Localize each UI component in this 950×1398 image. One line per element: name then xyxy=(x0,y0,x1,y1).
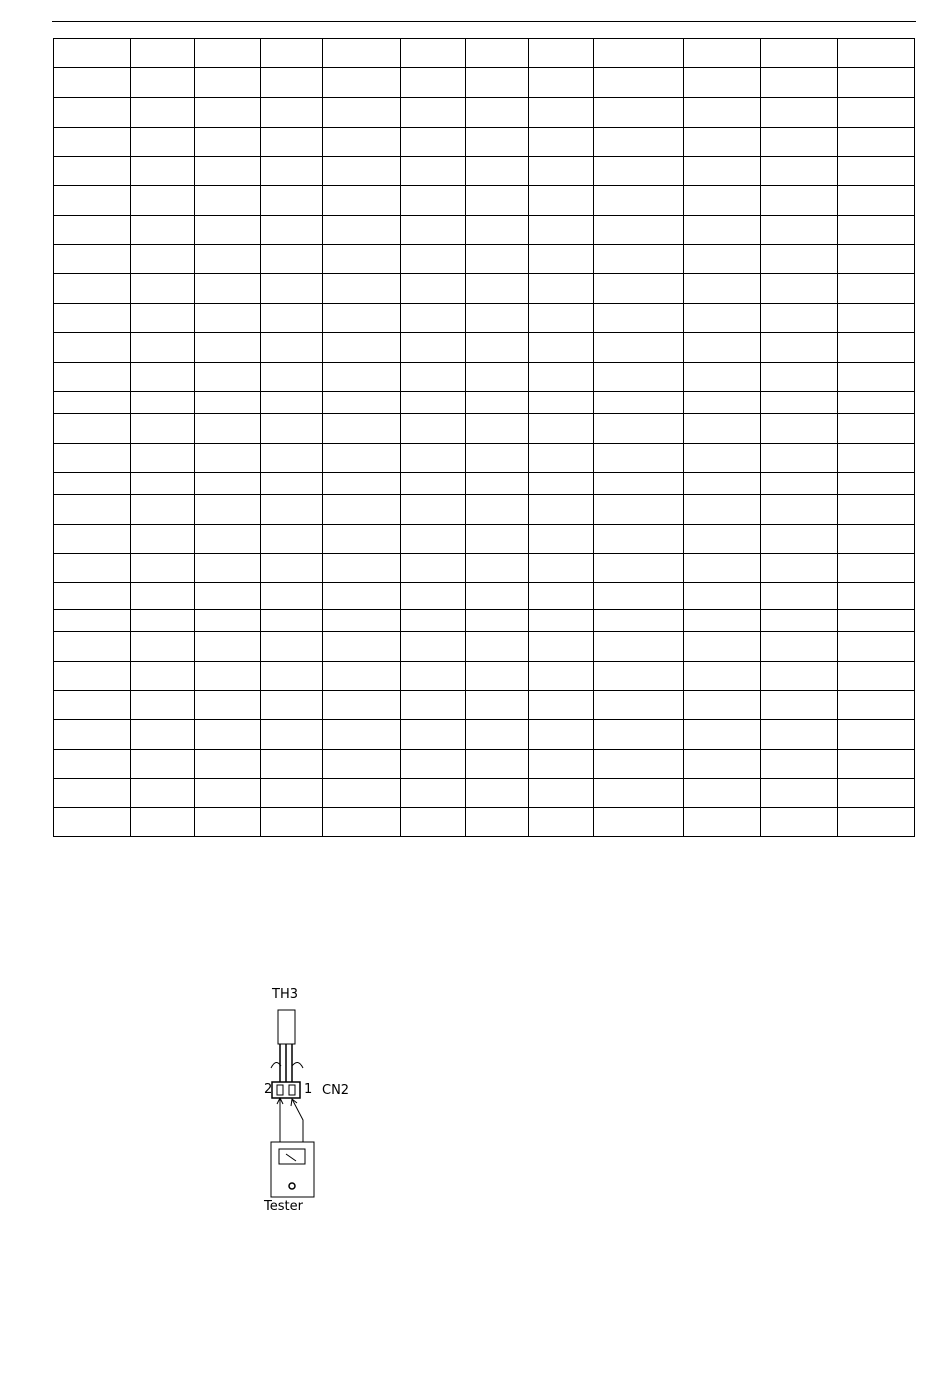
sensor-label: TH3 xyxy=(272,987,298,1002)
connector-pin xyxy=(277,1085,283,1095)
probe-wire xyxy=(292,1099,303,1142)
tester-dial-icon xyxy=(289,1183,295,1189)
meter-label: Tester xyxy=(264,1199,303,1214)
connector-label: CN2 xyxy=(322,1083,350,1098)
bend-arrow-right xyxy=(292,1062,303,1068)
pin-left-label: 2 xyxy=(264,1082,273,1097)
pin-right-label: 1 xyxy=(304,1082,313,1097)
connector-pin xyxy=(289,1085,295,1095)
thermistor-body xyxy=(278,1010,295,1044)
connector-cn2 xyxy=(272,1082,300,1098)
tester-display xyxy=(279,1149,305,1164)
